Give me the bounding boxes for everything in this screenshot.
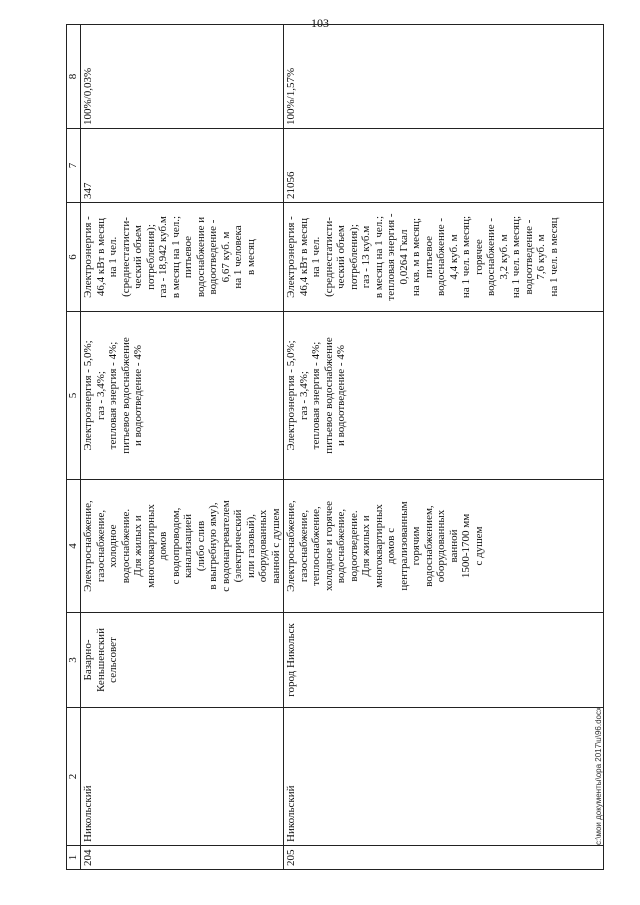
table-header-row <box>67 25 81 870</box>
cell-line: ванной с душем <box>269 508 282 584</box>
cell-line: на 1 чел. <box>310 236 322 278</box>
cell-line: и водоотведение - 4% <box>132 344 144 447</box>
population-cell: 347 <box>81 129 284 203</box>
cell-line: Электроснабжение, <box>82 500 94 592</box>
cell-line: питьевое водоснабжение <box>119 337 132 454</box>
services-cell <box>284 480 604 613</box>
cell-line: водоснабжение. <box>119 508 132 584</box>
cell-line: 1500-1700 мм <box>460 513 472 579</box>
cell-line: водоснабжение - <box>485 217 497 297</box>
cell-line: 7,6 куб. м <box>535 234 547 280</box>
header-cell: 6 <box>67 203 81 312</box>
cell-line: 0,0264 Гкал <box>397 229 410 285</box>
cell-line: питьевое водоснабжение <box>322 337 335 454</box>
cell-line: Электроэнергия - <box>82 216 94 298</box>
header-cell: 4 <box>67 480 81 613</box>
cell-line: водоснабжением, <box>422 505 435 587</box>
cell-line: на 1 чел. в месяц; <box>460 215 472 299</box>
page-number: 103 <box>311 16 329 30</box>
header-cell: 3 <box>67 613 81 708</box>
cell-line: в месяц на 1 чел.; <box>372 215 385 299</box>
cell-line: тепловая энергия - <box>385 213 397 301</box>
cell-line: многоквартирных <box>372 504 385 588</box>
cell-line: на 1 чел. в месяц; <box>510 215 522 299</box>
cell-line: и водоотведение - 4% <box>335 344 347 447</box>
cell-line: на 1 чел. <box>107 236 119 278</box>
cell-line: газ - 3,4%; <box>297 371 310 420</box>
cell-line: Для жилых и <box>360 515 372 577</box>
cell-line: в месяц на 1 чел.; <box>169 215 182 299</box>
cell-line: на 1 чел. в месяц <box>547 217 560 297</box>
cell-line: ванной <box>447 529 460 563</box>
cell-line: с водопроводом, <box>169 507 182 585</box>
header-cell: 7 <box>67 129 81 203</box>
cell-line: холодное <box>107 524 119 568</box>
table-row <box>81 25 284 870</box>
cell-line: горячим <box>410 526 422 566</box>
cell-line: с водонагревателем <box>219 500 232 592</box>
cell-line: в месяц <box>244 239 257 275</box>
header-cell: 2 <box>67 708 81 846</box>
cell-line: Электроэнергия - 5,0%; <box>285 340 297 451</box>
cell-line: 3,2 куб. м <box>497 234 510 280</box>
cell-line: (либо слив <box>194 520 207 572</box>
cell-line: 6,67 куб. м <box>219 231 232 283</box>
header-cell: 1 <box>67 846 81 870</box>
header-cell: 8 <box>67 25 81 129</box>
cell-line: многоквартирных <box>144 504 157 588</box>
cell-line: в выгребную яму), <box>207 502 219 590</box>
cell-line: оборудованных <box>257 509 269 583</box>
row-number: 205 <box>284 846 604 870</box>
cell-line: водоснабжение, <box>335 508 347 584</box>
cell-line: теплоснабжение, <box>310 506 322 586</box>
cell-line: Электроснабжение, <box>285 500 297 592</box>
cell-line: питьевое <box>422 235 435 279</box>
cell-line: водоснабжение - <box>435 217 447 297</box>
cell-line: водоснабжение и <box>194 216 207 298</box>
cell-line: централизованным <box>397 501 410 591</box>
cell-line: с душем <box>472 526 485 566</box>
tariff-increase-cell <box>81 312 284 480</box>
cell-line: ческий объем <box>132 225 144 289</box>
cell-line: газ - 3,4%; <box>94 371 107 420</box>
population-cell: 21056 <box>284 129 604 203</box>
cell-line: потребления); <box>347 224 360 290</box>
cell-line: тепловая энергия - 4%; <box>310 341 322 450</box>
cell-line: Для жилых и <box>132 515 144 577</box>
footer-file-path: c:\мои документы\ора 2017\u\96.docx <box>594 707 603 845</box>
cell-line: водоотведение - <box>522 219 535 295</box>
cell-line: домов <box>157 531 169 561</box>
cell-line: водоотведение - <box>207 219 219 295</box>
cell-line: Электроэнергия - 5,0%; <box>82 340 94 451</box>
cell-line: ческий объем <box>335 225 347 289</box>
cell-line: потребления); <box>144 224 157 290</box>
data-table <box>66 24 604 870</box>
cell-line: (среднестатисти- <box>119 217 132 297</box>
cell-line: Кеньшенский <box>94 628 107 692</box>
cell-line: горячее <box>472 239 485 275</box>
cell-line: (среднестатисти- <box>322 217 335 297</box>
district-cell: Никольский <box>284 708 604 846</box>
cell-line: на 1 человека <box>232 225 244 289</box>
municipality-cell <box>81 613 284 708</box>
share-cell: 100%/1,57% <box>284 25 604 129</box>
cell-line: водоотведение. <box>347 510 360 582</box>
cell-line: Электроэнергия - <box>285 216 297 298</box>
cell-line: 4,4 куб. м <box>447 234 460 280</box>
share-cell: 100%/0,03% <box>81 25 284 129</box>
cell-line: 46,4 кВт в месяц <box>94 217 107 297</box>
cell-line: газ - 13 куб.м <box>360 225 372 289</box>
row-number: 204 <box>81 846 284 870</box>
municipality-cell <box>284 613 604 708</box>
consumption-cell <box>284 203 604 312</box>
cell-line: канализацией <box>182 513 194 579</box>
tariff-increase-cell <box>284 312 604 480</box>
table-row <box>284 25 604 870</box>
cell-line: Базарно- <box>82 639 94 681</box>
cell-line: холодное и горячее <box>322 500 335 592</box>
cell-line: или газовый), <box>244 513 257 579</box>
cell-line: на кв. м в месяц; <box>410 217 422 297</box>
cell-line: домов с <box>385 527 397 565</box>
services-cell <box>81 480 284 613</box>
cell-line: оборудованных <box>435 509 447 583</box>
consumption-cell <box>81 203 284 312</box>
header-cell: 5 <box>67 312 81 480</box>
cell-line: 46,4 кВт в месяц <box>297 217 310 297</box>
cell-line: газ - 18,942 куб.м <box>157 216 169 298</box>
table-rotated-container <box>66 25 604 870</box>
cell-line: газоснабжение, <box>94 509 107 583</box>
cell-line: питьевое <box>182 235 194 279</box>
district-cell: Никольский <box>81 708 284 846</box>
cell-line: тепловая энергия - 4%; <box>107 341 119 450</box>
cell-line: город Никольск <box>285 623 297 697</box>
cell-line: газоснабжение, <box>297 509 310 583</box>
cell-line: (электрический <box>232 509 244 583</box>
cell-line: сельсовет <box>107 637 119 683</box>
